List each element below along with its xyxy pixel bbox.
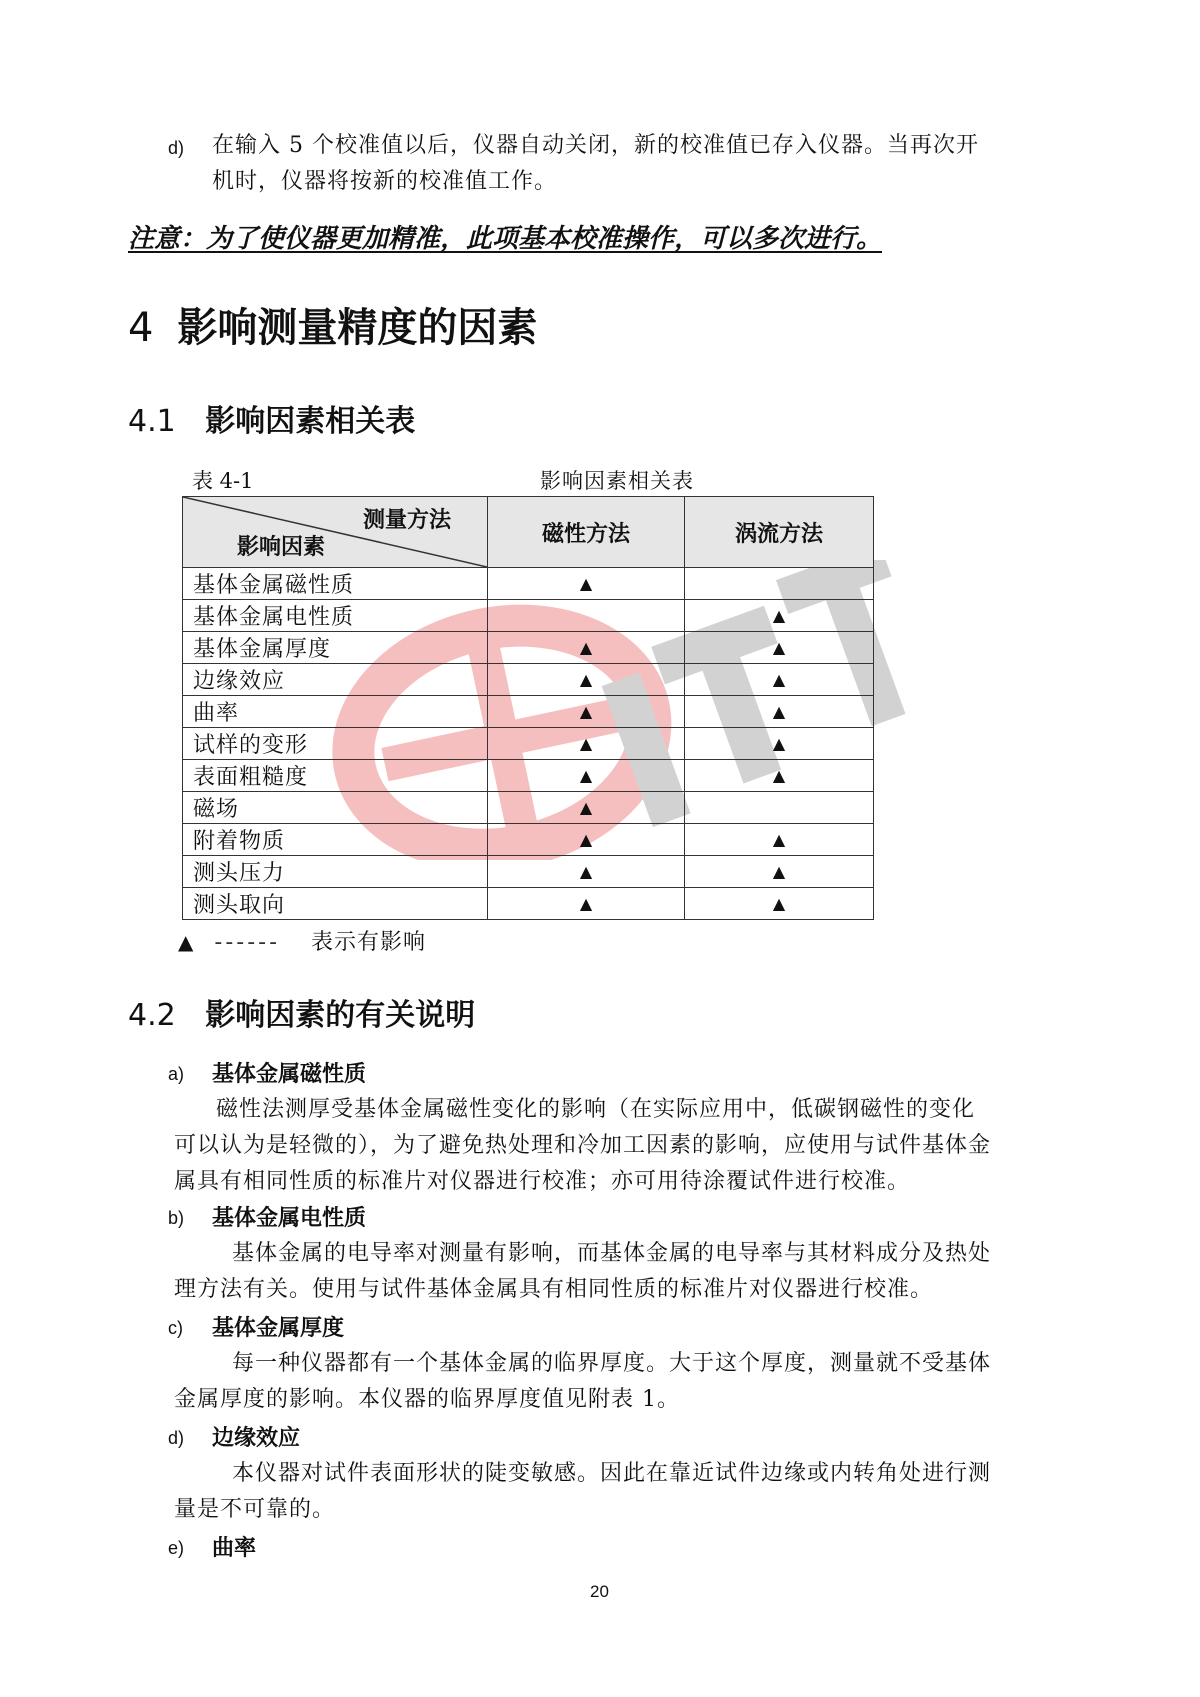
magnetic-mark: ▲ xyxy=(488,888,685,920)
section-4-title: 影响测量精度的因素 xyxy=(177,305,538,351)
item-d-marker: d) xyxy=(168,138,185,158)
table-row xyxy=(183,888,874,920)
item-d2-marker: d) xyxy=(168,1428,185,1448)
eddy-mark: ▲ xyxy=(685,728,874,760)
item-e-title: 曲率 xyxy=(212,1536,257,1561)
table-caption: 影响因素相关表 xyxy=(540,469,694,493)
factor-label: 附着物质 xyxy=(183,824,488,856)
table-row xyxy=(183,696,874,728)
eddy-mark xyxy=(685,792,874,824)
item-a-line-2: 可以认为是轻微的），为了避免热处理和冷加工因素的影响，应使用与试件基体金 xyxy=(174,1133,992,1158)
eddy-mark: ▲ xyxy=(685,888,874,920)
table-row xyxy=(183,856,874,888)
magnetic-mark: ▲ xyxy=(488,664,685,696)
eddy-mark: ▲ xyxy=(685,696,874,728)
factor-label: 边缘效应 xyxy=(183,664,488,696)
factor-label: 表面粗糙度 xyxy=(183,760,488,792)
magnetic-mark: ▲ xyxy=(488,792,685,824)
header-method: 测量方法 xyxy=(362,508,451,533)
table-legend xyxy=(178,925,426,956)
item-c-line-2: 金属厚度的影响。本仪器的临界厚度值见附表 1。 xyxy=(174,1387,680,1412)
page-number: 20 xyxy=(590,1582,609,1601)
section-4-heading xyxy=(128,296,537,353)
factor-label: 基体金属厚度 xyxy=(183,632,488,664)
col-magnetic: 磁性方法 xyxy=(488,497,685,568)
section-4-number: 4 xyxy=(128,305,154,351)
col-eddy: 涡流方法 xyxy=(685,497,874,568)
item-b-title: 基体金属电性质 xyxy=(212,1206,367,1231)
item-d-line-1: 在输入 5 个校准值以后，仪器自动关闭，新的校准值已存入仪器。当再次开 xyxy=(212,133,979,158)
section-4-1-number: 4.1 xyxy=(128,404,176,439)
table-row xyxy=(183,568,874,600)
table-row xyxy=(183,760,874,792)
magnetic-mark: ▲ xyxy=(488,696,685,728)
table-row xyxy=(183,728,874,760)
influence-factor-table xyxy=(182,496,874,920)
eddy-mark: ▲ xyxy=(685,856,874,888)
factor-label: 测头压力 xyxy=(183,856,488,888)
header-factor: 影响因素 xyxy=(237,535,326,560)
section-4-2-heading xyxy=(128,990,475,1034)
magnetic-mark: ▲ xyxy=(488,568,685,600)
table-row xyxy=(183,600,874,632)
eddy-mark: ▲ xyxy=(685,760,874,792)
table-row xyxy=(183,792,874,824)
legend-dashes: ------ xyxy=(214,930,281,955)
legend-text: 表示有影响 xyxy=(311,930,427,955)
factor-label: 基体金属磁性质 xyxy=(183,568,488,600)
eddy-mark: ▲ xyxy=(685,632,874,664)
item-b-line-1: 基体金属的电导率对测量有影响，而基体金属的电导率与其材料成分及热处 xyxy=(232,1241,992,1266)
item-b-marker: b) xyxy=(168,1208,185,1228)
magnetic-mark: ▲ xyxy=(488,856,685,888)
magnetic-mark: ▲ xyxy=(488,632,685,664)
magnetic-mark xyxy=(488,600,685,632)
eddy-mark xyxy=(685,568,874,600)
calibration-note: 注意：为了使仪器更加精准，此项基本校准操作，可以多次进行。 xyxy=(128,224,883,254)
diagonal-header-cell xyxy=(183,497,488,568)
section-4-1-title: 影响因素相关表 xyxy=(205,404,416,439)
eddy-mark: ▲ xyxy=(685,824,874,856)
table-row xyxy=(183,632,874,664)
magnetic-mark: ▲ xyxy=(488,760,685,792)
item-d2-title: 边缘效应 xyxy=(212,1426,301,1451)
factor-label: 测头取向 xyxy=(183,888,488,920)
item-d-line-2: 机时，仪器将按新的校准值工作。 xyxy=(212,169,558,194)
item-b-line-2: 理方法有关。使用与试件基体金属具有相同性质的标准片对仪器进行校准。 xyxy=(174,1277,934,1302)
section-4-2-number: 4.2 xyxy=(128,998,176,1033)
item-a-line-3: 属具有相同性质的标准片对仪器进行校准；亦可用待涂覆试件进行校准。 xyxy=(174,1169,911,1194)
table-row xyxy=(183,664,874,696)
eddy-mark: ▲ xyxy=(685,600,874,632)
item-a-line-1: 磁性法测厚受基体金属磁性变化的影响（在实际应用中，低碳钢磁性的变化 xyxy=(216,1097,976,1122)
table-row xyxy=(183,824,874,856)
legend-mark: ▲ xyxy=(178,930,194,954)
magnetic-mark: ▲ xyxy=(488,824,685,856)
table-label: 表 4-1 xyxy=(192,469,254,493)
item-a-title: 基体金属磁性质 xyxy=(212,1062,367,1087)
table-header-row xyxy=(183,497,874,568)
item-c-line-1: 每一种仪器都有一个基体金属的临界厚度。大于这个厚度，测量就不受基体 xyxy=(232,1351,992,1376)
section-4-1-heading xyxy=(128,396,415,440)
item-c-title: 基体金属厚度 xyxy=(212,1316,345,1341)
factor-label: 曲率 xyxy=(183,696,488,728)
factor-label: 基体金属电性质 xyxy=(183,600,488,632)
item-d2-line-1: 本仪器对试件表面形状的陡变敏感。因此在靠近试件边缘或内转角处进行测 xyxy=(232,1461,992,1486)
magnetic-mark: ▲ xyxy=(488,728,685,760)
item-d2-line-2: 量是不可靠的。 xyxy=(174,1497,336,1522)
factor-label: 试样的变形 xyxy=(183,728,488,760)
factor-label: 磁场 xyxy=(183,792,488,824)
item-a-marker: a) xyxy=(168,1064,185,1084)
eddy-mark: ▲ xyxy=(685,664,874,696)
section-4-2-title: 影响因素的有关说明 xyxy=(205,998,476,1033)
item-e-marker: e) xyxy=(168,1538,185,1558)
item-c-marker: c) xyxy=(168,1318,183,1338)
